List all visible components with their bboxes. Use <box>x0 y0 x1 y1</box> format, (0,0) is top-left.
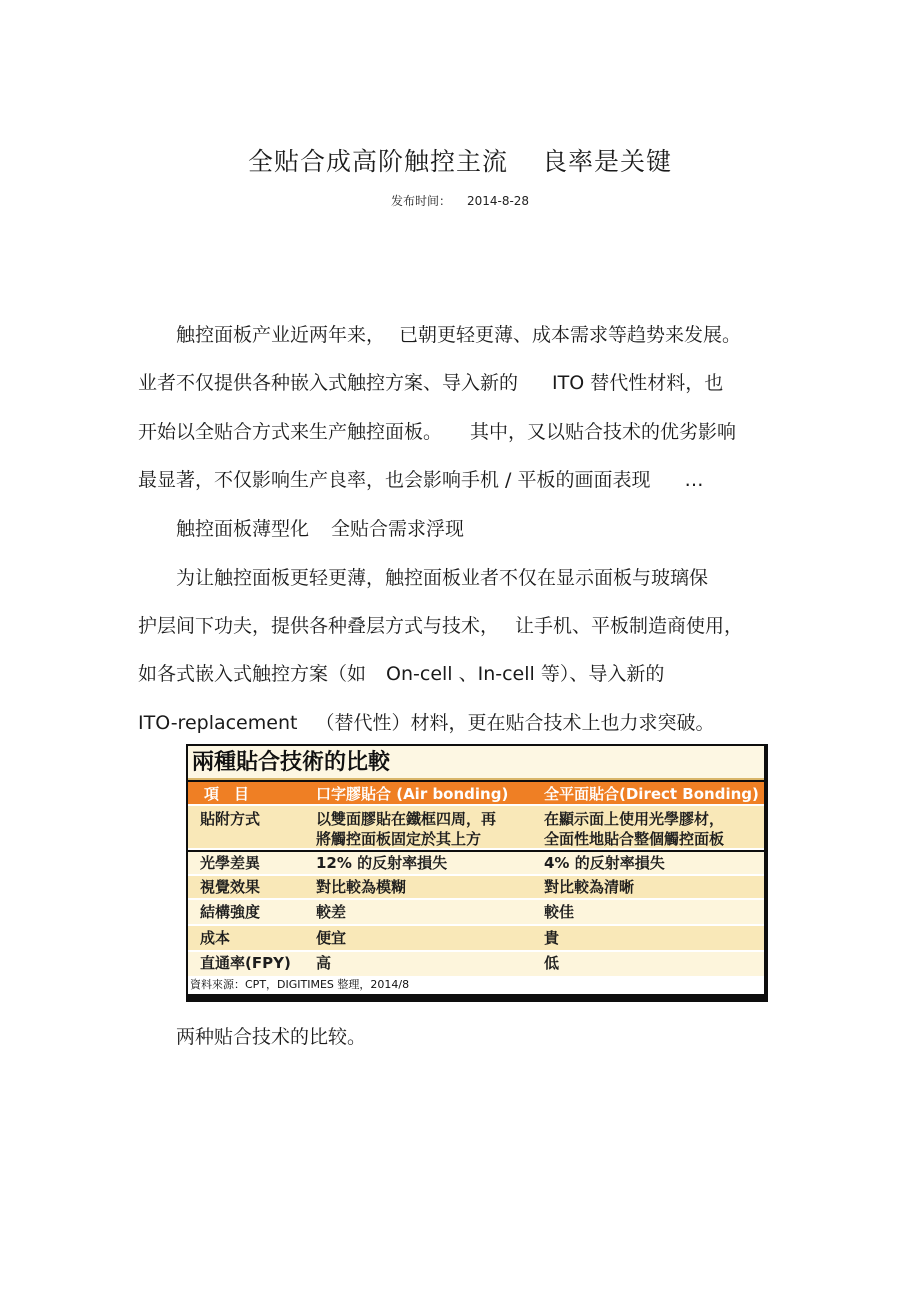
paragraph-1-line-3 <box>138 417 736 444</box>
caption-text: 两种贴合技术的比较。 <box>176 1026 367 1048</box>
table-source-note: 資料來源：CPT，DIGITIMES 整理，2014/8 <box>188 976 764 994</box>
table-row <box>188 900 764 926</box>
row-direct: 較佳 <box>544 903 575 921</box>
row-direct: 貴 <box>544 929 560 947</box>
table-header-row <box>188 782 764 806</box>
col-header-direct: 全平面貼合(Direct Bonding) <box>544 785 759 803</box>
row-item: 視覺效果 <box>200 878 261 896</box>
publish-date-value: 2014-8-28 <box>466 194 530 208</box>
publish-date <box>0 192 920 209</box>
p1-l2a-text: 业者不仅提供各种嵌入式触控方案、导入新的 <box>138 372 519 394</box>
p1-l2b-text: ITO 替代性材料，也 <box>552 372 724 394</box>
row-air-line2: 將觸控面板固定於其上方 <box>316 830 482 848</box>
table-row <box>188 952 764 976</box>
row-air: 對比較為模糊 <box>316 878 407 896</box>
table-row <box>188 806 764 850</box>
col-header-air: 口字膠貼合 (Air bonding) <box>316 785 509 803</box>
row-direct: 低 <box>544 954 560 972</box>
p2-l1-text: 为让触控面板更轻更薄，触控面板业者不仅在显示面板与玻璃保 <box>176 567 709 589</box>
p2-l3a-text: 如各式嵌入式触控方案（如 <box>138 663 367 685</box>
section-subheading <box>176 514 464 541</box>
subheading-a: 触控面板薄型化 <box>176 518 310 540</box>
p1-l4a-text: 最显著，不仅影响生产良率，也会影响手机 / 平板的画面表现 <box>138 469 651 491</box>
row-air: 12% 的反射率損失 <box>316 854 448 872</box>
paragraph-2-line-3 <box>138 659 664 686</box>
table-row <box>188 876 764 900</box>
p1-l3a-text: 开始以全贴合方式来生产触控面板。 <box>138 421 443 443</box>
paragraph-1-line-1 <box>176 320 741 347</box>
row-direct-line2: 全面性地貼合整個觸控面板 <box>544 830 725 848</box>
row-direct-line1: 在顯示面上使用光學膠材， <box>544 810 725 828</box>
row-item: 結構強度 <box>200 903 261 921</box>
p2-l4a-text: ITO-replacement <box>138 712 298 734</box>
row-direct: 4% 的反射率損失 <box>544 854 665 872</box>
table-row <box>188 926 764 952</box>
p1-l3b-text: 其中，又以贴合技术的优劣影响 <box>470 421 737 443</box>
row-air-line1: 以雙面膠貼在鐵框四周，再 <box>316 810 497 828</box>
col-header-item: 項 目 <box>204 785 250 803</box>
subheading-b: 全贴合需求浮现 <box>331 518 465 540</box>
row-direct: 對比較為清晰 <box>544 878 635 896</box>
p1-l1b-text: 已朝更轻更薄、成本需求等趋势来发展。 <box>399 324 742 346</box>
paragraph-1-line-4 <box>138 465 703 492</box>
paragraph-1-line-2 <box>138 368 723 395</box>
row-air: 高 <box>316 954 332 972</box>
p1-l4b-text: … <box>684 469 704 491</box>
row-item: 成本 <box>200 929 231 947</box>
article-title-part1: 全贴合成高阶触控主流 <box>247 147 508 176</box>
table-caption <box>176 1022 366 1049</box>
table-heading: 兩種貼合技術的比較 <box>188 746 764 780</box>
row-item: 貼附方式 <box>200 810 261 828</box>
p2-l2b-text: 让手机、平板制造商使用， <box>515 615 744 637</box>
comparison-table-image <box>186 744 768 1002</box>
article-title <box>0 142 920 178</box>
p1-l1-text: 触控面板产业近两年来， <box>176 324 386 346</box>
row-air: 較差 <box>316 903 347 921</box>
table-row <box>188 852 764 876</box>
row-item: 直通率(FPY) <box>200 954 291 972</box>
row-item: 光學差異 <box>200 854 261 872</box>
article-title-part2: 良率是关键 <box>542 147 673 176</box>
paragraph-2-line-4 <box>138 708 714 735</box>
paragraph-2-line-2 <box>138 611 743 638</box>
publish-date-label: 发布时间： <box>390 194 451 208</box>
p2-l4b-text: （替代性）材料，更在贴合技术上也力求突破。 <box>315 712 715 734</box>
p2-l3b-text: On-cell 、In-cell 等）、导入新的 <box>386 663 665 685</box>
row-air: 便宜 <box>316 929 347 947</box>
p2-l2a-text: 护层间下功夫，提供各种叠层方式与技术， <box>138 615 500 637</box>
paragraph-2-line-1 <box>176 563 708 590</box>
